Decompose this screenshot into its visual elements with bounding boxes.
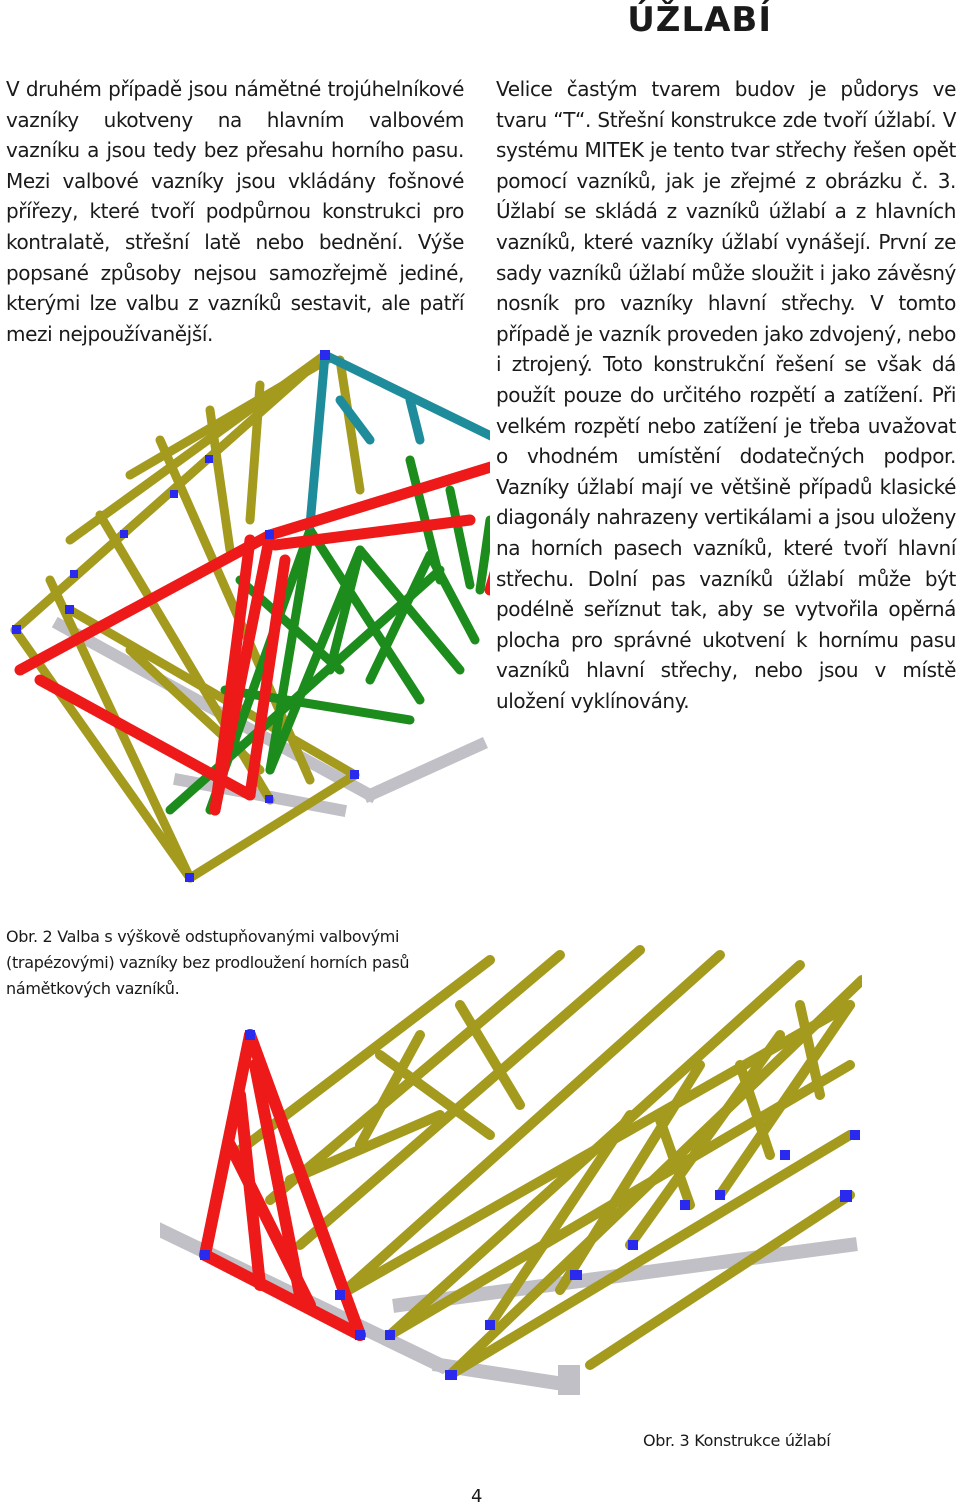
page-number: 4 (471, 1486, 483, 1507)
page-title: ÚŽLABÍ (627, 0, 772, 40)
figure-2-hip-roof-truss (10, 340, 490, 900)
right-paragraph: Velice častým tvarem budov je půdorys ve tvaru “T“. Střešní konstrukce zde tvoří úžlabí. V systému MITEK je tento tvar střechy řešen opět pomocí vazníků, jak je zřejmé z obrázku č. 3. Úžlabí se skládá z vazníků úžlabí a z hlavních vazníků, které vazníky úžlabí vynášejí. První ze sady vazníků úžlabí může sloužit i jako závěsný nosník pro vazníky hlavní střechy. V tomto případě je vazník proveden jako zdvojený, nebo i ztrojený. Toto konstrukční řešení se však dá použít pouze do určitého rozpětí a zatížení. Při velkém rozpětí nebo zatížení je třeba uvažovat o vhodném umístění dodatečných podpor. Vazníky úžlabí mají ve většině případů klasické diagonály nahrazeny vertikálami a jsou uloženy na horních pasech vazníků, které tvoří hlavní střechu. Dolní pas vazníků úžlabí může být podélně seříznut tak, aby se vytvořila opěrná plocha pro správné ukotvení k hornímu pasu vazníků hlavní střechy, nebo jsou v místě uložení vyklínovány. (496, 77, 956, 713)
figure-3-valley-truss (160, 945, 862, 1415)
figure-3-caption: Obr. 3 Konstrukce úžlabí (643, 1431, 831, 1450)
figure-2-caption: Obr. 2 Valba s výškově odstupňovanými valbovými (trapézovými) vazníky bez prodloužení horních pasů námětkových vazníků. (6, 927, 410, 998)
left-paragraph: V druhém případě jsou námětné trojúhelníkové vazníky ukotveny na hlavním valbovém vazníku a jsou tedy bez přesahu horního pasu. Mezi valbové vazníky jsou vkládány fošnové přířezy, které tvoří podpůrnou konstrukci pro kontralatě, střešní latě nebo bednění. Výše popsané způsoby nejsou samozřejmě jediné, kterými lze valbu z vazníků sestavit, ale patří mezi nejpoužívanější. (6, 77, 464, 346)
